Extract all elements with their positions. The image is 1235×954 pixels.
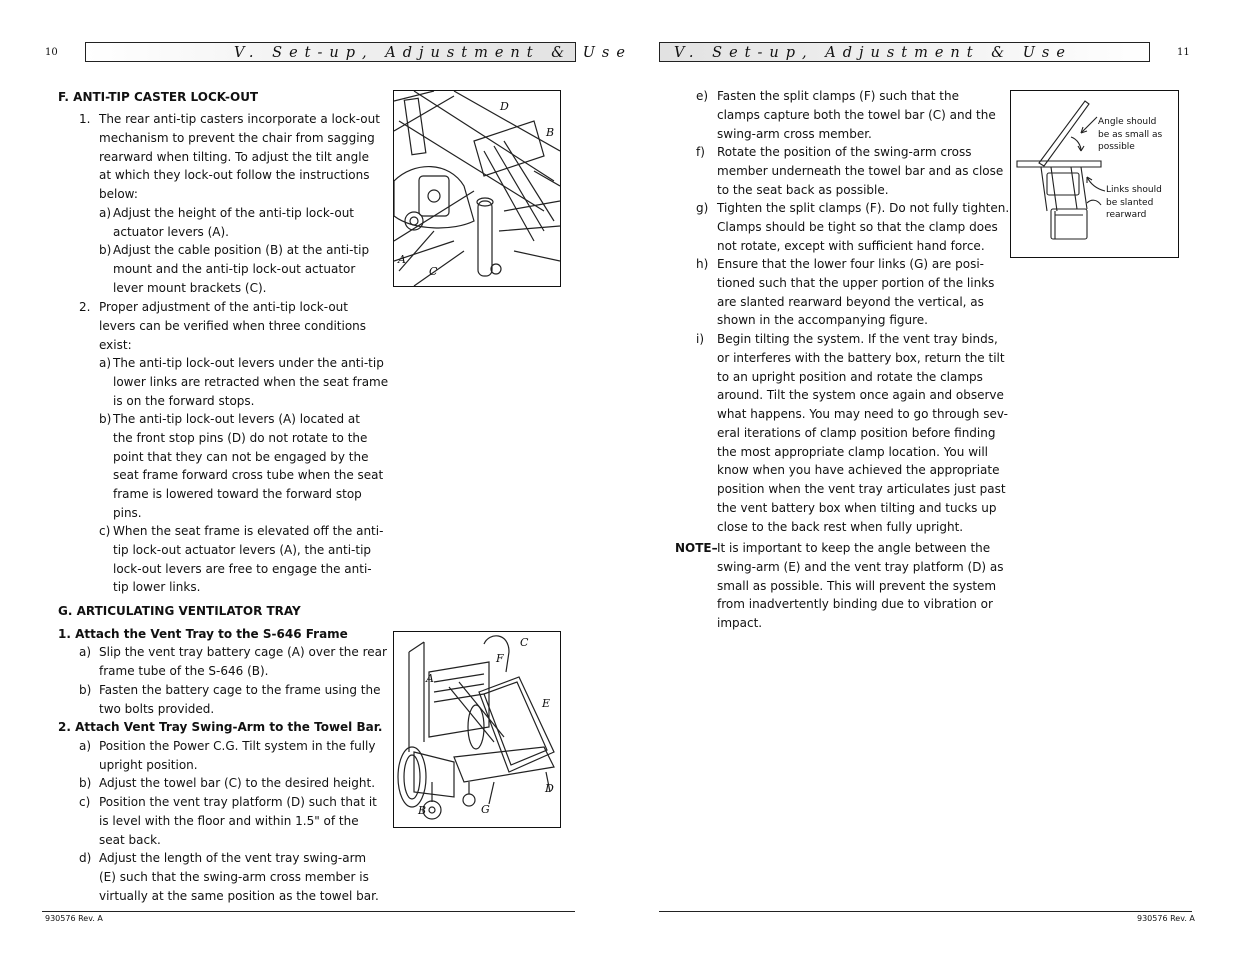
paragraph — [717, 255, 994, 330]
text-line: tip lock-out actuator levers (A), the anti-tip — [113, 542, 372, 557]
list-number: 1. — [79, 112, 91, 126]
vent-tray-figure — [393, 631, 561, 828]
text-line: lock-out levers are free to engage the anti- — [113, 561, 372, 576]
caption-line: rearward — [1106, 210, 1147, 220]
text-line: tip lower links. — [113, 580, 201, 595]
paragraph — [99, 737, 375, 775]
paragraph — [99, 110, 380, 204]
list-number: 2. — [79, 300, 91, 314]
step-title: 1. Attach the Vent Tray to the S-646 Frame — [58, 627, 348, 641]
text-line: Adjust the cable position (B) at the anti-tip — [113, 243, 370, 257]
caption-line: be as small as — [1098, 129, 1163, 140]
text-line: two bolts provided. — [99, 701, 215, 716]
text-line: Adjust the length of the vent tray swing-arm — [99, 851, 367, 865]
list-label: b) — [99, 243, 112, 257]
text-line: tioned such that the upper portion of the links — [717, 275, 995, 290]
text-line: It is important to keep the angle between the — [717, 541, 991, 555]
text-line: around. Tilt the system once again and observe — [717, 388, 1004, 403]
section-heading: G. ARTICULATING VENTILATOR TRAY — [58, 604, 301, 618]
text-line: The rear anti-tip casters incorporate a lock-out — [99, 112, 380, 126]
figure-caption — [1106, 184, 1162, 222]
text-line: Adjust the height of the anti-tip lock-out — [113, 206, 355, 220]
text-line: Fasten the split clamps (F) such that the — [717, 89, 959, 103]
text-line: or interferes with the battery box, return the tilt — [717, 350, 1005, 365]
footer-rule — [659, 911, 1192, 912]
text-line: seat frame forward cross tube when the seat — [113, 468, 384, 483]
paragraph — [113, 241, 369, 297]
figure-label: C — [520, 636, 529, 649]
caption-line: be slanted — [1106, 197, 1154, 208]
text-line: mechanism to prevent the chair from sagging — [99, 130, 375, 145]
text-line: Ensure that the lower four links (G) are posi- — [717, 257, 985, 271]
anti-tip-figure — [393, 90, 561, 287]
anti-tip-drawing — [394, 91, 560, 286]
paragraph — [113, 204, 354, 242]
text-line: below: — [99, 187, 138, 201]
text-line: position when the vent tray articulates just past — [717, 482, 1006, 496]
text-line: is level with the floor and within 1.5" of the — [99, 813, 359, 828]
list-label: b) — [79, 683, 92, 697]
step-title: 2. Attach Vent Tray Swing-Arm to the Towel Bar. — [58, 720, 383, 734]
text-line: Begin tilting the system. If the vent tray binds, — [717, 332, 998, 346]
text-line: member underneath the towel bar and as close — [717, 163, 1004, 178]
footer-code: 930576 Rev. A — [45, 914, 103, 923]
paragraph — [717, 87, 996, 143]
text-line: pins. — [113, 505, 142, 520]
text-line: Fasten the battery cage to the frame using the — [99, 683, 381, 697]
paragraph — [717, 330, 1008, 536]
figure-caption — [1098, 116, 1162, 154]
text-line: to an upright position and rotate the clamps — [717, 369, 983, 384]
list-label: a) — [99, 356, 112, 370]
links-figure — [1010, 90, 1179, 258]
text-line: lever mount brackets (C). — [113, 280, 267, 295]
paragraph — [99, 849, 379, 905]
page-header — [659, 42, 1150, 62]
caption-line: possible — [1098, 142, 1135, 152]
figure-label: D — [545, 782, 554, 795]
text-line: The anti-tip lock-out levers under the anti-tip — [113, 356, 384, 370]
text-line: shown in the accompanying figure. — [717, 313, 928, 328]
text-line: Clamps should be tight so that the clamp does — [717, 219, 998, 234]
text-line: frame is lowered toward the forward stop — [113, 487, 362, 501]
text-line: exist: — [99, 337, 132, 352]
text-line: rearward when tilting. To adjust the tilt angle — [99, 149, 369, 164]
text-line: frame tube of the S-646 (B). — [99, 663, 269, 678]
text-line: swing-arm cross member. — [717, 126, 872, 141]
text-line: the most appropriate clamp location. You will — [717, 444, 989, 459]
list-label: h) — [696, 257, 709, 271]
list-label: g) — [696, 201, 709, 215]
figure-label: A — [426, 672, 434, 685]
text-line: (E) such that the swing-arm cross member is — [99, 869, 369, 884]
list-label: a) — [99, 206, 112, 220]
list-label: d) — [79, 851, 92, 865]
figure-label: B — [418, 804, 427, 817]
paragraph — [717, 199, 1009, 255]
text-line: upright position. — [99, 757, 198, 772]
text-line: not rotate, except with sufficient hand force. — [717, 238, 985, 253]
paragraph — [113, 410, 383, 523]
page-number: 11 — [1177, 47, 1190, 58]
paragraph — [99, 298, 366, 354]
list-label: e) — [696, 89, 709, 103]
text-line: Position the Power C.G. Tilt system in the fully — [99, 739, 376, 753]
caption-line: Links should — [1106, 185, 1162, 195]
page-header — [85, 42, 632, 62]
text-line: point that they can not be engaged by the — [113, 449, 369, 464]
text-line: virtually at the same position as the towel bar. — [99, 888, 379, 903]
text-line: impact. — [717, 616, 763, 630]
text-line: the vent battery box when tilting and tucks up — [717, 500, 997, 515]
page-number: 10 — [45, 47, 58, 58]
note-label: NOTE– — [675, 541, 718, 555]
list-label: c) — [99, 524, 111, 538]
list-label: a) — [79, 645, 92, 659]
text-line: to the seat back as possible. — [717, 182, 889, 197]
header-title: V. Set-up, Adjustment & Use — [234, 45, 632, 61]
text-line: The anti-tip lock-out levers (A) located at — [113, 412, 360, 426]
text-line: from inadvertently binding due to vibration or — [717, 597, 993, 612]
paragraph — [717, 143, 1003, 199]
list-label: b) — [79, 776, 92, 790]
paragraph — [113, 522, 383, 597]
text-line: actuator levers (A). — [113, 224, 229, 239]
text-line: Tighten the split clamps (F). Do not fully tighten. — [717, 201, 1010, 215]
text-line: When the seat frame is elevated off the anti- — [113, 524, 384, 538]
figure-label: D — [500, 100, 509, 113]
footer-code: 930576 Rev. A — [1137, 914, 1195, 923]
text-line: are slanted rearward beyond the vertical, as — [717, 294, 984, 309]
figure-label: B — [546, 126, 555, 139]
text-line: Position the vent tray platform (D) such that it — [99, 795, 377, 809]
text-line: mount and the anti-tip lock-out actuator — [113, 261, 356, 276]
paragraph — [99, 774, 375, 793]
paragraph — [99, 793, 377, 849]
footer-rule — [42, 911, 575, 912]
note-text — [717, 539, 1004, 633]
text-line: at which they lock-out follow the instructions — [99, 168, 370, 183]
text-line: know when you have achieved the appropriate — [717, 463, 1000, 478]
text-line: the front stop pins (D) do not rotate to the — [113, 430, 368, 445]
header-title: V. Set-up, Adjustment & Use — [674, 45, 1072, 61]
caption-line: Angle should — [1098, 117, 1157, 127]
list-label: f) — [696, 145, 705, 159]
list-label: i) — [696, 332, 705, 346]
text-line: swing-arm (E) and the vent tray platform (D) as — [717, 559, 1004, 574]
figure-label: G — [481, 803, 490, 816]
text-line: lower links are retracted when the seat frame — [113, 374, 389, 389]
list-label: c) — [79, 795, 91, 809]
vent-tray-drawing — [394, 632, 560, 827]
figure-label: E — [542, 697, 551, 710]
paragraph — [99, 643, 387, 681]
text-line: clamps capture both the towel bar (C) and the — [717, 107, 996, 122]
text-line: Rotate the position of the swing-arm cross — [717, 145, 972, 159]
text-line: Adjust the towel bar (C) to the desired height. — [99, 776, 376, 790]
text-line: is on the forward stops. — [113, 393, 255, 408]
paragraph — [113, 354, 388, 410]
list-label: a) — [79, 739, 92, 753]
text-line: levers can be verified when three conditions — [99, 318, 367, 333]
paragraph — [99, 681, 381, 719]
section-heading: F. ANTI-TIP CASTER LOCK-OUT — [58, 90, 259, 104]
figure-label: C — [429, 265, 438, 278]
text-line: seat back. — [99, 832, 161, 847]
figure-label: F — [496, 652, 504, 665]
text-line: close to the back rest when fully upright. — [717, 519, 964, 534]
text-line: eral iterations of clamp position before finding — [717, 425, 996, 440]
text-line: small as possible. This will prevent the system — [717, 578, 997, 593]
text-line: Slip the vent tray battery cage (A) over the rear — [99, 645, 387, 659]
list-label: b) — [99, 412, 112, 426]
text-line: what happens. You may need to go through sev- — [717, 407, 1008, 421]
figure-label: A — [398, 253, 406, 266]
text-line: Proper adjustment of the anti-tip lock-out — [99, 300, 348, 314]
